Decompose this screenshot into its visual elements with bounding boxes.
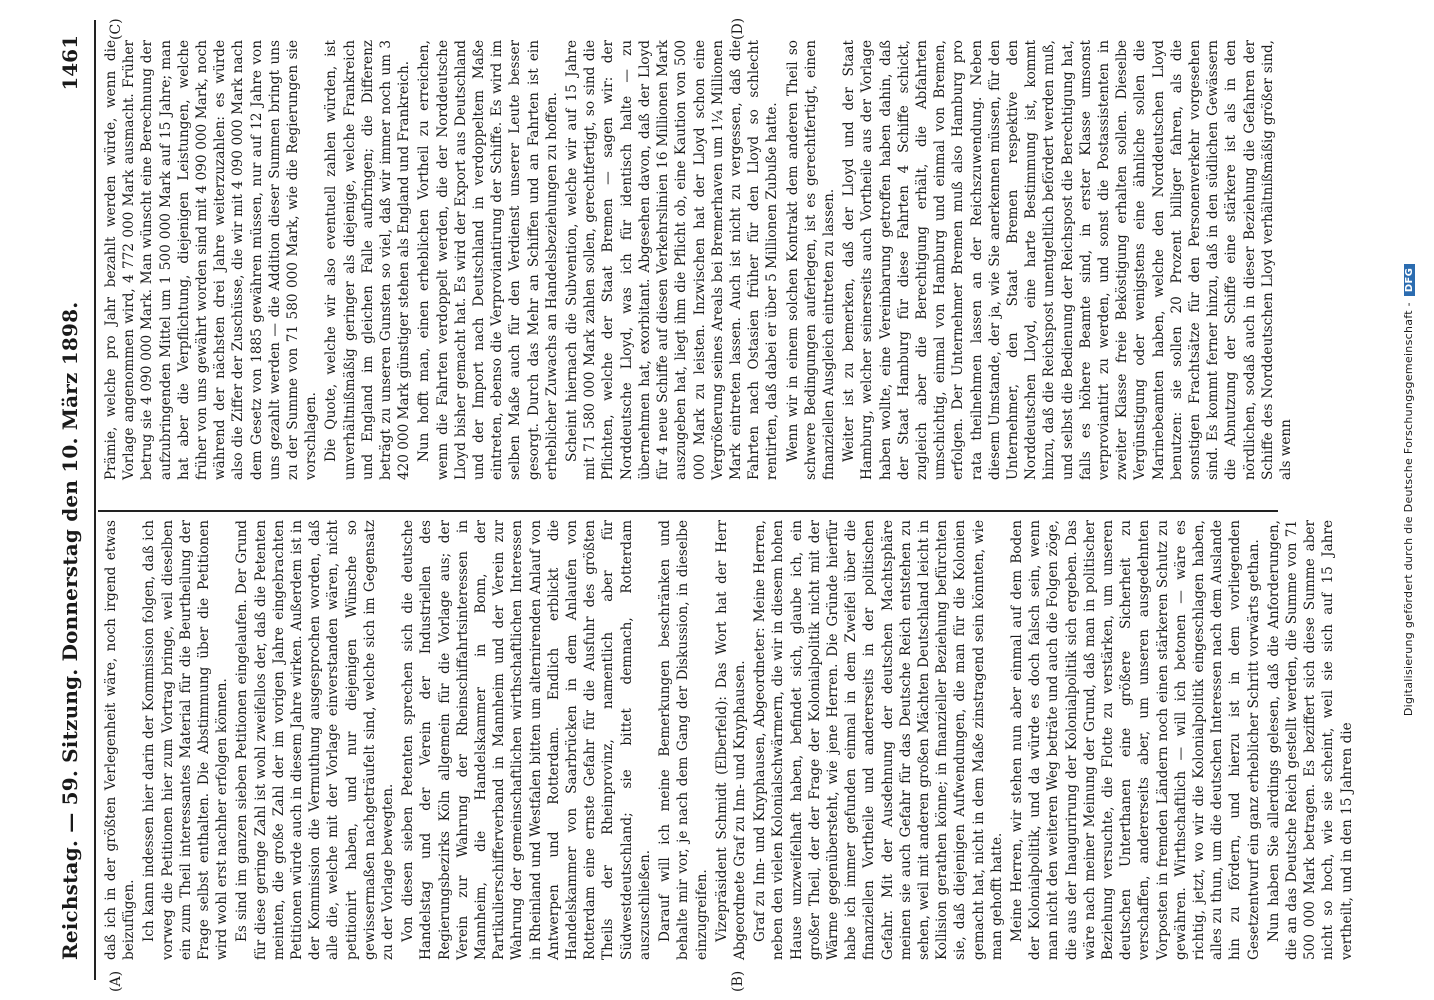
paragraph: Graf zu Inn- und Knyphausen, Abgeordneter: Meine Herren, neben den vielen Kolonialschwärmern, die wir in diesem hohen Hause unzweifelhaft haben, befindet sich, glaube ich, ein großer Theil, der der Frage der Kolonialpolitik nicht mit der Wärme gegenübersteht, wie jene Herren. Die Gründe hierfür habe ich immer gefunden einmal in dem Zweifel über die finanziellen Vortheile und andererseits in der politischen Gefahr. Mit der Ausdehnung der deutschen Machtsphäre meinen sie auch Gefahr für das Deutsche Reich entstehen zu sehen, weil mit anderen großen Mächten Deutschland leicht in Kollision gerathen könne; in finanzieller Beziehung befürchten sie, daß diejenigen Aufwendungen, die man für die Kolonien gemacht hat, nicht in dem Maße zinstragend sein könnten, wie man gehofft hatte. xyxy=(752,520,1005,960)
right-column xyxy=(102,40,1294,480)
paragraph: Ich kann indessen hier darin der Kommission folgen, daß ich vorweg die Petitionen hier zum Vortrag bringe, weil dieselben ein zum Theil interessantes Material für die Beurtheilung der Frage selbst enthalten. Die Abstimmung über die Petitionen wird wohl erst nachher erfolgen können. xyxy=(141,520,231,960)
paragraph: Die Quote, welche wir also eventuell zahlen würden, ist unverhältnißmäßig geringer als diejenige, welche Frankreich und England im gleichen Falle aufbringen; die Differenz beträgt zu unseren Gunsten so viel, daß wir immer noch um 3 420 000 Mark günstiger stehen als England und Frankreich. xyxy=(323,40,413,480)
paragraph: Von diesen sieben Petenten sprechen sich die deutsche Handelstag und der Verein der Industriellen des Regierungsbezirks Köln allgemein für die Vorlage aus; der Verein zur Wahrung der Rheinschiffahrtsinteressen in Mannheim, die Handelskammer in Bonn, der Partikulierschifferverband in Mannheim und der Verein zur Wahrung der gemeinschaftlichen wirthschaftlichen Interessen in Rheinland und Westfalen bitten um alternirenden Anlauf von Antwerpen und Rotterdam. Endlich erblickt die Handelskammer von Saarbrücken in dem Anlaufen von Rotterdam eine ernste Gefahr für die Ausfuhr des größten Theils der Rheinprovinz, namentlich aber für Südwestdeutschland; sie bittet demnach, Rotterdam auszuschließen. xyxy=(400,520,653,960)
paragraph: daß ich in der größten Verlegenheit wäre, noch irgend etwas beizufügen. xyxy=(103,520,138,960)
paragraph: Darauf will ich meine Bemerkungen beschränken und behalte mir vor, je nach dem Gang der Diskussion, in dieselbe einzugreifen. xyxy=(657,520,710,960)
paragraph: Nun haben Sie allerdings gelesen, daß die Anforderungen, die an das Deutsche Reich gestellt werden, die Summe von 71 500 000 Mark betragen. Es beziffert sich diese Summe aber nicht so hoch, wie sie scheint, weil sie sich auf 15 Jahre vertheilt, und in den 15 Jahren die xyxy=(1265,520,1355,960)
left-column xyxy=(102,520,1355,960)
margin-marker-d: (D) xyxy=(730,17,746,40)
paragraph: Es sind im ganzen sieben Petitionen eingelaufen. Der Grund für diese geringe Zahl ist wohl zweifellos der, daß die Petenten meinten, die große Zahl der im vorigen Jahre eingebrachten Petitionen würde auch in diesem Jahre wirken. Außerdem ist in der Kommission die Vermuthung ausgesprochen worden, daß alle die, welche mit der Vorlage einverstanden wären, nicht petitionirt haben, und nur diejenigen Wünsche so gewissermaßen nachgeträufelt sind, welche sich im Gegensatz zu der Vorlage bewegten. xyxy=(234,520,397,960)
digitization-credit xyxy=(1402,60,1418,920)
margin-marker-c: (C) xyxy=(108,18,124,40)
page-number: 1461 xyxy=(58,35,82,91)
paragraph: Scheint hiernach die Subvention, welche wir auf 15 Jahre mit 71 580 000 Mark zahlen sollen, gerechtfertigt, so sind die Pflichten, welche der Staat Bremen — sagen wir: der Norddeutsche Lloyd, was ich für identisch halte — zu übernehmen hat, exorbitant. Abgesehen davon, daß der Lloyd für 4 neue Schiffe auf diesen Verkehrslinien 16 Millionen Mark auszugeben hat, liegt ihm die Pflicht ob, eine Kaution von 500 000 Mark zu leisten. Inzwischen hat der Lloyd schon eine Vergrößerung seines Areals bei Bremerhaven um 1¼ Millionen Mark eintreten lassen. Auch ist nicht zu vergessen, daß die Fahrten nach Ostasien früher für den Lloyd so schlecht rentirten, daß dabei er über 5 Millionen Zubuße hatte. xyxy=(564,40,781,480)
margin-marker-a: (A) xyxy=(108,970,124,992)
paragraph: Nun hofft man, einen erheblichen Vortheil zu erreichen, wenn die Fahrten verdoppelt werden, die der Norddeutsche Lloyd bisher gemacht hat. Es wird der Export aus Deutschland und der Import nach Deutschland in verdoppeltem Maße eintreten, ebenso die Verproviantirung der Schiffe. Es wird im selben Maße auch für den Verdienst unserer Leute besser gesorgt. Durch das Mehr an Schiffen und an Fahrten ist ein erheblicher Zuwachs an Handelsbeziehungen zu hoffen. xyxy=(416,40,560,480)
paragraph: Weiter ist zu bemerken, daß der Lloyd und der Staat Hamburg, welcher seinerseits auch Vortheile aus der Vorlage haben wollte, eine Vereinbarung getroffen haben dahin, daß der Staat Hamburg für diese Fahrten 4 Schiffe schickt, zugleich aber die Berechtigung erhält, die Abfahrten umschichtig, einmal von Hamburg und einmal von Bremen, erfolgen. Der Unternehmer Bremen muß also Hamburg pro rata theilnehmen lassen an der Reichszuwendung. Neben diesem Umstande, der ja, wie Sie anerkennen müssen, für den Unternehmer, den Staat Bremen respektive den Norddeutschen Lloyd, eine harte Bestimmung ist, kommt hinzu, daß die Reichspost unentgeltlich befördert werden muß, und selbst die Bedienung der Reichspost die Berechtigung hat, falls es höhere Beamte sind, in erster Klasse umsonst verproviantirt zu werden, und sonst die Postassistenten in zweiter Klasse freie Beköstigung erhalten sollen. Dieselbe Vergünstigung oder wenigstens eine ähnliche sollen die Marinebeamten haben, welche den Norddeutschen Lloyd benutzen: sie sollen 20 Prozent billiger fahren, als die sonstigen Frachtsätze für den Personenverkehr vorgesehen sind. Es kommt ferner hinzu, daß in den südlichen Gewässern die Abnutzung der Schiffe eine stärkere ist als in den nördlichen, sodaß auch in dieser Beziehung die Gefahren der Schiffe des Norddeutschen Lloyd verhältnißmäßig größer sind, als wenn xyxy=(841,40,1294,480)
paragraph: Meine Herren, wir stehen nun aber einmal auf dem Boden der Kolonialpolitik, und da würde es doch falsch sein, wenn man nicht den weiteren Weg beträte und auch die Folgen zöge, die aus der Inaugurirung der Kolonialpolitik sich ergeben. Das wäre nach meiner Meinung der Grund, daß man in politischer Beziehung versuchte, die Flotte zu verstärken, um unseren deutschen Unterthanen eine größere Sicherheit zu verschaffen, andererseits aber, um unseren ausgedehnten Vorposten in fremden Ländern noch einen stärkeren Schutz zu gewähren. Wirthschaftlich — will ich betonen — wäre es richtig, jetzt, wo wir die Kolonialpolitik eingeschlagen haben, alles zu thun, um die deutschen Interessen nach dem Auslande hin zu fördern, und hierzu ist in dem vorliegenden Gesetzentwurf ein ganz erheblicher Schritt vorwärts gethan. xyxy=(1008,520,1262,960)
dfg-badge: DFG xyxy=(1404,264,1415,296)
column-divider xyxy=(98,510,1278,512)
margin-marker-b: (B) xyxy=(730,970,746,992)
running-title: Reichstag. — 59. Sitzung. Donnerstag den 10. März 1898. xyxy=(58,301,82,960)
header-rule xyxy=(94,20,96,980)
page-header xyxy=(58,35,88,960)
paragraph: Wenn wir in einem solchen Kontrakt dem anderen Theil so schwere Bedingungen auferlegen, ist es gerechtfertigt, einen finanziellen Ausgleich eintreten zu lassen. xyxy=(784,40,837,480)
paragraph: Vizepräsident Schmidt (Elberfeld): Das Wort hat der Herr Abgeordnete Graf zu Inn- und Knyphausen. xyxy=(713,520,748,960)
paragraph: Prämie, welche pro Jahr bezahlt werden würde, wenn die Vorlage angenommen wird, 4 772 000 Mark ausmacht. Früher betrug sie 4 090 000 Mark. Man wünscht eine Berechnung der aufzubringenden Mittel um 1 500 000 Mark auf 15 Jahre; man hat aber die Verpflichtung, diejenigen Leistungen, welche früher von uns gewährt worden sind mit 4 090 000 Mark, noch während der nächsten drei Jahre weiterzuzahlen: es würde also die Ziffer der Zuschüsse, die wir mit 4 090 000 Mark nach dem Gesetz von 1885 gewähren müssen, nur auf 12 Jahre von uns gezahlt werden — die Addition dieser Summen bringt uns zu der Summe von 71 580 000 Mark, wie die Regierungen sie vorschlagen. xyxy=(103,40,320,480)
credit-text: Digitalisierung gefördert durch die Deutsche Forschungsgemeinschaft - xyxy=(1402,302,1415,717)
